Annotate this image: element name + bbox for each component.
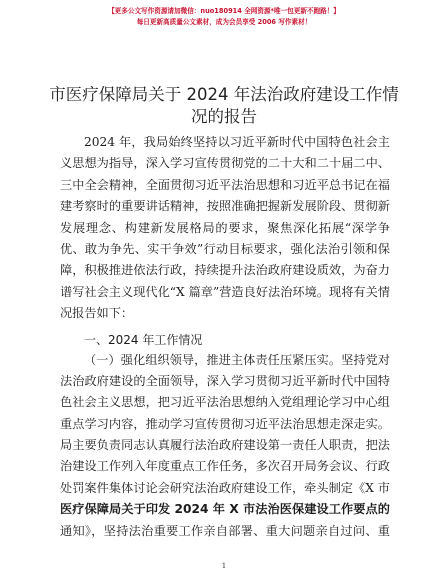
paragraph-line: 重点学习内容，推动学习宣传贯彻习近平法治思想走深走实。 bbox=[60, 416, 390, 431]
intro-line: 发展理念、构建新发展格局的要求，聚焦深化拓展“深学争 bbox=[60, 220, 390, 235]
promo-banner-line-1: 【更多公文写作资源请加微信：nuo180914 全网资源*唯一包更新不跑路！】 bbox=[108, 7, 340, 15]
intro-line: 2024 年，我局始终坚持以习近平新时代中国特色社会主 bbox=[84, 135, 390, 149]
paragraph-line: 通知》，坚持法治重要工作亲自部署、重大问题亲自过问、重 bbox=[60, 523, 390, 538]
intro-line: 况报告如下： bbox=[60, 306, 134, 321]
page-number: 1 bbox=[221, 562, 227, 570]
paragraph-line: 医疗保障局关于印发 2024 年 X 市法治医保建设工作要点的 bbox=[60, 502, 390, 517]
paragraph-line: 治建设工作列入年度重点工作任务，多次召开局务会议、行政 bbox=[60, 459, 390, 474]
document-title bbox=[40, 84, 408, 128]
intro-line: 义思想为指导，深入学习宣传贯彻党的二十大和二十届二中、 bbox=[60, 156, 390, 171]
section-heading: 一、2024 年工作情况 bbox=[84, 332, 203, 347]
paragraph-line: 色社会主义思想，把习近平法治思想纳入党组理论学习中心组 bbox=[60, 395, 390, 410]
title-line-2: 况的报告 bbox=[191, 107, 257, 126]
document-body bbox=[60, 132, 390, 542]
intro-line: 优、敢为争先、实干争效”行动目标要求，强化法治引领和保 bbox=[60, 241, 390, 256]
paragraph-line: 法治政府建设的全面领导，深入学习贯彻习近平新时代中国特 bbox=[60, 373, 390, 388]
paragraph-line: 局主要负责同志认真履行法治政府建设第一责任人职责，把法 bbox=[60, 438, 390, 453]
paragraph-line: （一）强化组织领导，推进主体责任压紧压实。坚持党对 bbox=[84, 352, 390, 367]
intro-line: 障，积极推进依法行政，持续提升法治政府建设质效，为奋力 bbox=[60, 263, 390, 278]
intro-line: 三中全会精神，全面贯彻习近平法治思想和习近平总书记在福 bbox=[60, 177, 390, 192]
title-line-1: 市医疗保障局关于 2024 年法治政府建设工作情 bbox=[49, 85, 399, 104]
intro-line: 建考察时的重要讲话精神，按照准确把握新发展阶段、贯彻新 bbox=[60, 199, 390, 214]
paragraph-line: 处罚案件集体讨论会研究法治政府建设工作，牵头制定《X 市 bbox=[60, 480, 390, 495]
promo-banner-line-2: 每日更新高质量公文素材，成为会员享受 2006 写作素材！ bbox=[136, 18, 312, 26]
intro-line: 谱写社会主义现代化“X 篇章”营造良好法治环境。现将有关情 bbox=[60, 284, 390, 299]
